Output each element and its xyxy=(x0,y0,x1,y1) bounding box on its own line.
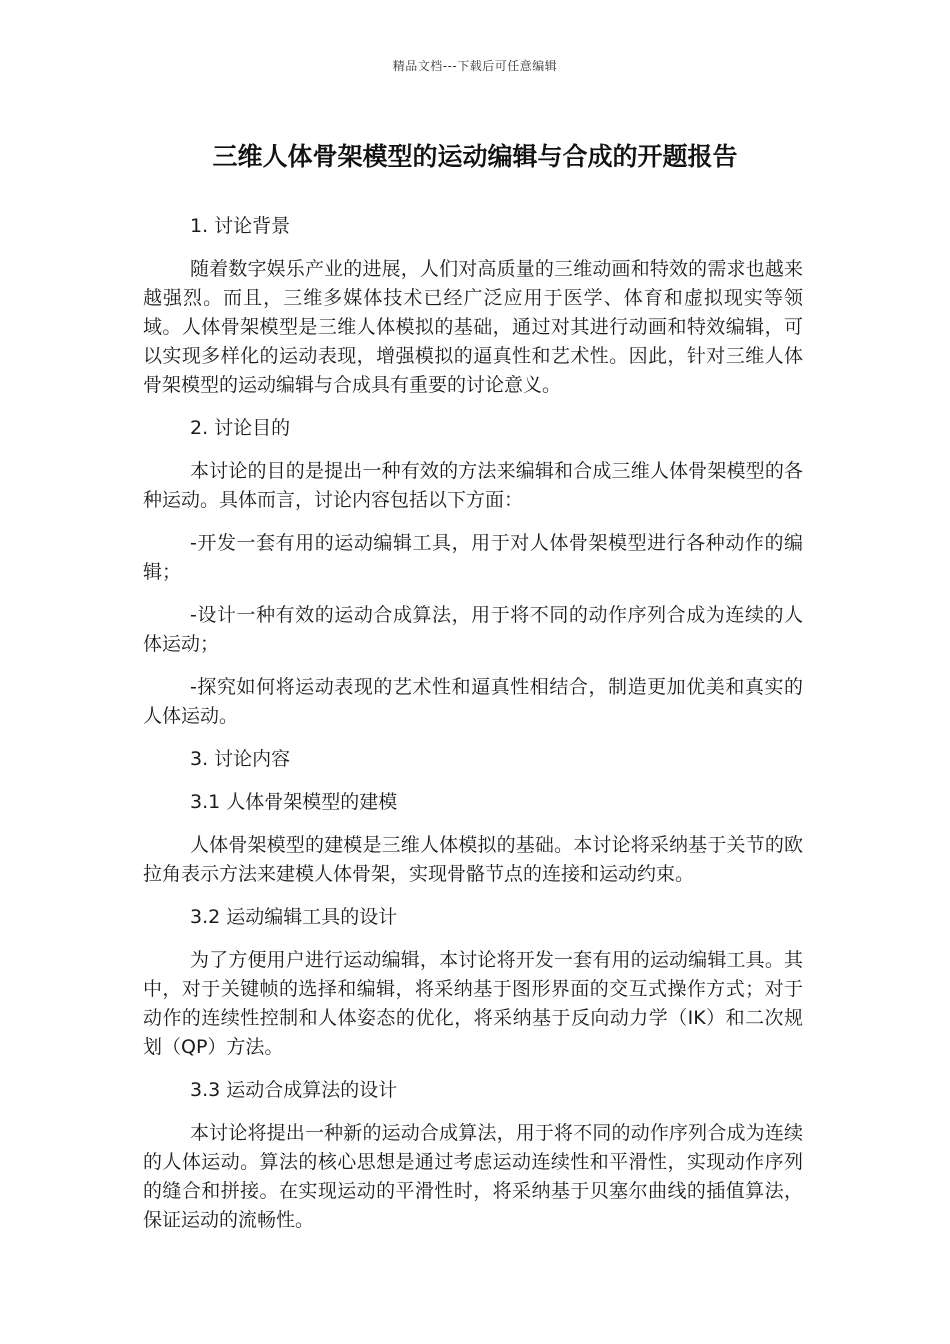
document-body xyxy=(143,212,803,1249)
paragraph-synthesis: 本讨论将提出一种新的运动合成算法，用于将不同的动作序列合成为连续的人体运动。算法的核心思想是通过考虑运动连续性和平滑性，实现动作序列的缝合和拼接。在实现运动的平滑性时，将采纳基于贝塞尔曲线的插值算法，保证运动的流畅性。 xyxy=(143,1122,803,1231)
page-header: 精品文档---下载后可任意编辑 xyxy=(392,59,558,73)
section-heading-purpose: 2. 讨论目的 xyxy=(190,417,291,439)
paragraph-purpose: 本讨论的目的是提出一种有效的方法来编辑和合成三维人体骨架模型的各种运动。具体而言，讨论内容包括以下方面： xyxy=(143,460,803,511)
subsection-heading-editing-tool: 3.2 运动编辑工具的设计 xyxy=(190,906,398,928)
list-item-editing-tool: -开发一套有用的运动编辑工具，用于对人体骨架模型进行各种动作的编辑； xyxy=(143,532,803,583)
paragraph-modeling: 人体骨架模型的建模是三维人体模拟的基础。本讨论将采纳基于关节的欧拉角表示方法来建模人体骨架，实现骨骼节点的连接和运动约束。 xyxy=(143,834,803,885)
document-title: 三维人体骨架模型的运动编辑与合成的开题报告 xyxy=(212,142,738,171)
section-heading-background: 1. 讨论背景 xyxy=(190,215,291,237)
list-item-artistry-realism: -探究如何将运动表现的艺术性和逼真性相结合，制造更加优美和真实的人体运动。 xyxy=(143,676,803,727)
list-item-synthesis-algorithm: -设计一种有效的运动合成算法，用于将不同的动作序列合成为连续的人体运动； xyxy=(143,604,803,655)
paragraph-background: 随着数字娱乐产业的进展，人们对高质量的三维动画和特效的需求也越来越强烈。而且，三维多媒体技术已经广泛应用于医学、体育和虚拟现实等领域。人体骨架模型是三维人体模拟的基础，通过对其进行动画和特效编辑，可以实现多样化的运动表现，增强模拟的逼真性和艺术性。因此，针对三维人体骨架模型的运动编辑与合成具有重要的讨论意义。 xyxy=(143,258,803,396)
subsection-heading-modeling: 3.1 人体骨架模型的建模 xyxy=(190,791,398,813)
paragraph-editing-tool: 为了方便用户进行运动编辑，本讨论将开发一套有用的运动编辑工具。其中，对于关键帧的选择和编辑，将采纳基于图形界面的交互式操作方式；对于动作的连续性控制和人体姿态的优化，将采纳基于反向动力学（IK）和二次规划（QP）方法。 xyxy=(143,949,803,1058)
section-heading-content: 3. 讨论内容 xyxy=(190,748,291,770)
subsection-heading-synthesis: 3.3 运动合成算法的设计 xyxy=(190,1079,398,1101)
